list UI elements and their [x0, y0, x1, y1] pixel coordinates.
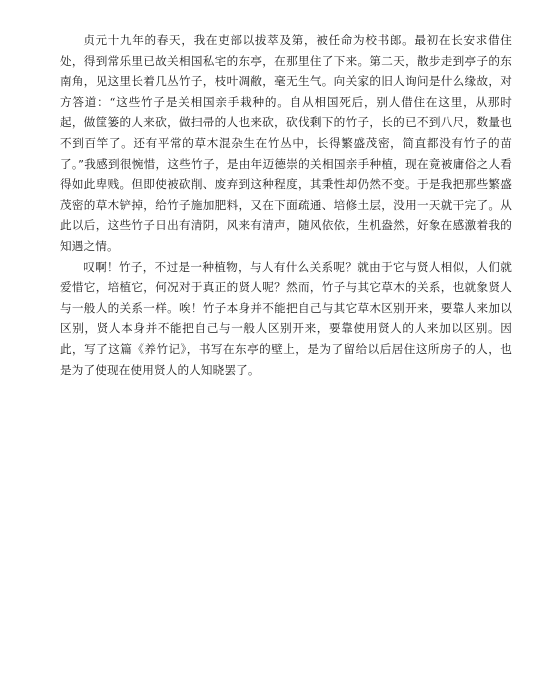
paragraph-1: 贞元十九年的春天，我在吏部以拔萃及第，被任命为校书郎。最初在长安求借住处，得到常乐里已故关相国私宅的东亭，在那里住了下来。第二天，散步走到亭子的东南角，见这里长着几丛竹子，枝叶凋敝，毫无生气。向关家的旧人询问是什么缘故，对方答道：“这些竹子是关相国亲手栽种的。自从相国死后，别人借住在这里，从那时起，做筐篓的人来砍，做扫帚的人也来砍，砍伐剩下的竹子，长的已不到八尺，数量也不到百竿了。还有平常的草木混杂生在竹丛中，长得繁盛茂密，简直都没有竹子的苗了。”我感到很惋惜，这些竹子，是由年迈德崇的关相国亲手种植，现在竟被庸俗之人看得如此卑贱。但即使被砍削、废弃到这种程度，其秉性却仍然不变。于是我把那些繁盛茂密的草木铲掉，给竹子施加肥料，又在下面疏通、培修土层，没用一天就干完了。从此以后，这些竹子日出有清阴，风来有清声，随风依依，生机盎然，好象在感激着我的知遇之情。 [60, 33, 512, 253]
document-body [60, 30, 512, 380]
paragraph-2: 叹啊！竹子，不过是一种植物，与人有什么关系呢？就由于它与贤人相似，人们就爱惜它，培植它，何况对于真正的贤人呢？然而，竹子与其它草木的关系，也就象贤人与一般人的关系一样。唉！竹子本身并不能把自己与其它草木区别开来，要靠人来加以区别，贤人本身并不能把自己与一般人区别开来，要靠使用贤人的人来加以区别。因此，写了这篇《养竹记》，书写在东亭的壁上，是为了留给以后居住这所房子的人，也是为了使现在使用贤人的人知晓罢了。 [60, 259, 512, 377]
